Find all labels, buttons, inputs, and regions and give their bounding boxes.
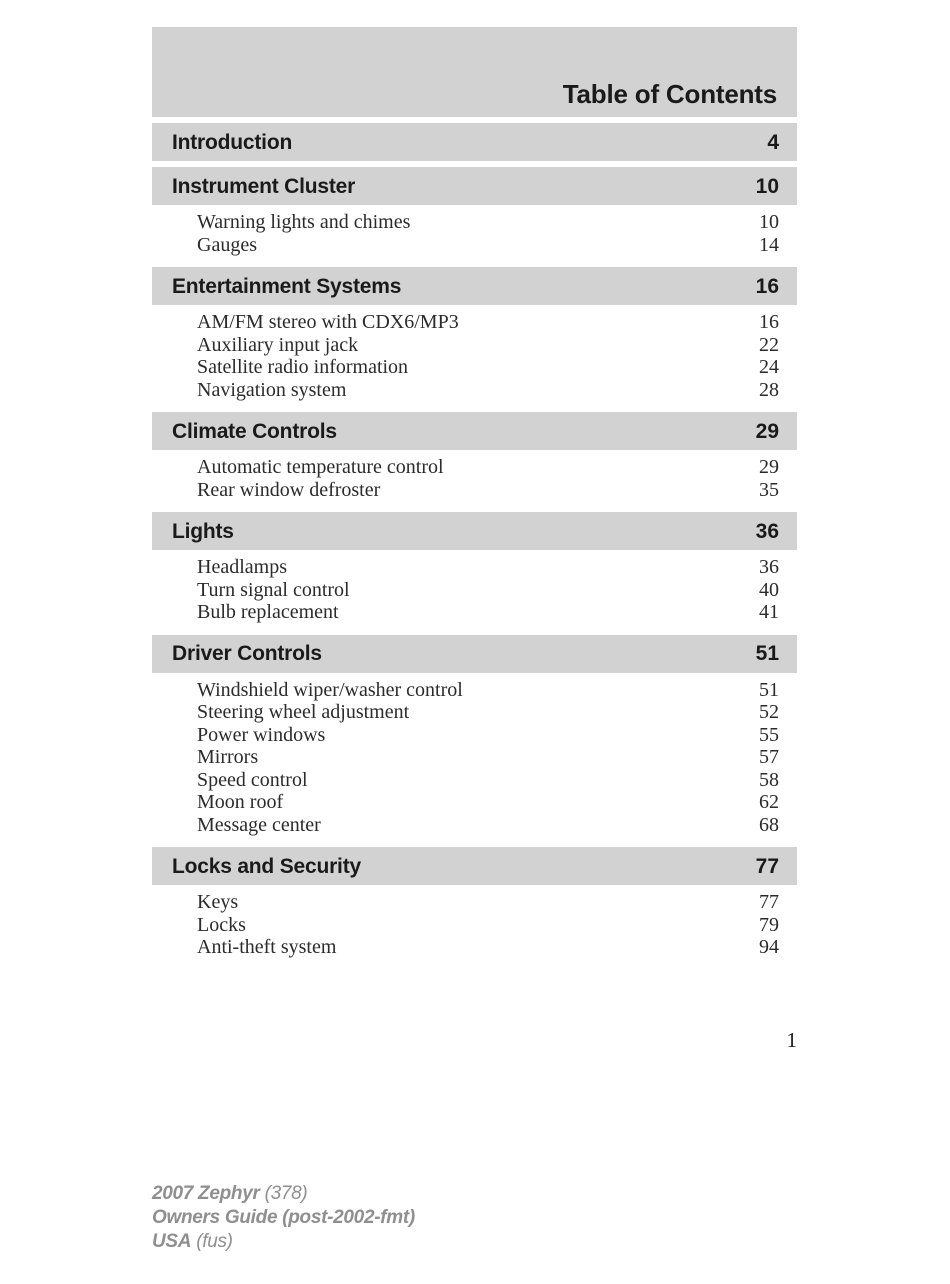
toc-subitem-label: Steering wheel adjustment <box>197 701 410 723</box>
toc-subitem-page-number: 10 <box>759 211 779 233</box>
toc-subitem[interactable] <box>152 579 797 602</box>
document-footer <box>152 1182 415 1254</box>
toc-subitem-page-number: 16 <box>759 311 779 333</box>
toc-subitem-label: Power windows <box>197 723 326 746</box>
toc-subitem-label: Headlamps <box>197 556 287 578</box>
toc-section-page-number: 36 <box>755 519 779 543</box>
toc-section-header[interactable] <box>152 847 797 885</box>
toc-section-title: Lights <box>172 519 234 543</box>
toc-subitem[interactable] <box>152 311 797 334</box>
footer-line-paren: (fus) <box>191 1231 233 1252</box>
footer-line <box>152 1206 415 1230</box>
footer-line-bold: 2007 Zephyr <box>152 1183 260 1204</box>
toc-subitem[interactable] <box>152 234 797 257</box>
toc-subitem-page-number: 29 <box>759 456 779 478</box>
toc-subitem-page-number: 35 <box>759 478 779 501</box>
toc-section-header[interactable] <box>152 167 797 205</box>
toc-subitem-page-number: 55 <box>759 723 779 746</box>
toc-subitem[interactable] <box>152 791 797 814</box>
toc-subitem[interactable] <box>152 379 797 402</box>
toc-subitem-page-number: 51 <box>759 678 779 701</box>
toc-subitem-label: Speed control <box>197 768 308 791</box>
toc-subitem-page-number: 79 <box>759 913 779 936</box>
toc-subitem-page-number: 36 <box>759 556 779 578</box>
folio-page-number: 1 <box>786 1028 797 1052</box>
toc-subitem-list <box>152 550 797 629</box>
toc-subitem-label: Bulb replacement <box>197 601 339 623</box>
toc-subitem[interactable] <box>152 556 797 579</box>
toc-subitem-label: Moon roof <box>197 791 284 813</box>
toc-section-header[interactable] <box>152 635 797 673</box>
toc-subitem-label: Windshield wiper/washer control <box>197 678 463 701</box>
toc-section-title: Entertainment Systems <box>172 274 402 298</box>
footer-line <box>152 1230 415 1254</box>
toc-subitem-label: Gauges <box>197 233 257 256</box>
toc-subitem-label: Mirrors <box>197 746 259 768</box>
toc-subitem-list <box>152 673 797 842</box>
toc-subitem[interactable] <box>152 891 797 914</box>
toc-subitem-label: Navigation system <box>197 378 347 401</box>
table-of-contents <box>152 27 797 964</box>
toc-subitem-page-number: 62 <box>759 791 779 813</box>
toc-subitem[interactable] <box>152 746 797 769</box>
toc-subitem[interactable] <box>152 334 797 357</box>
toc-subitem-label: Locks <box>197 913 246 936</box>
toc-section-header[interactable] <box>152 512 797 550</box>
toc-subitem-label: Turn signal control <box>197 578 350 601</box>
footer-line <box>152 1182 415 1206</box>
toc-subitem-list <box>152 885 797 964</box>
toc-section-page-number: 51 <box>755 642 779 665</box>
toc-subitem[interactable] <box>152 701 797 724</box>
toc-subitem[interactable] <box>152 936 797 959</box>
toc-subitem-page-number: 14 <box>759 233 779 256</box>
toc-section-title: Instrument Cluster <box>172 174 356 198</box>
toc-subitem[interactable] <box>152 479 797 502</box>
toc-subitem[interactable] <box>152 601 797 624</box>
toc-subitem-label: Anti-theft system <box>197 936 337 958</box>
toc-subitem-label: Satellite radio information <box>197 356 409 378</box>
toc-subitem-page-number: 57 <box>759 746 779 768</box>
toc-subitem-page-number: 52 <box>759 701 779 723</box>
toc-section-page-number: 29 <box>755 419 779 443</box>
toc-subitem-label: AM/FM stereo with CDX6/MP3 <box>197 311 459 333</box>
toc-subitem-label: Rear window defroster <box>197 478 381 501</box>
toc-section-header[interactable] <box>152 412 797 450</box>
toc-subitem-label: Warning lights and chimes <box>197 211 411 233</box>
toc-subitem-label: Auxiliary input jack <box>197 333 359 356</box>
toc-subitem[interactable] <box>152 356 797 379</box>
toc-subitem[interactable] <box>152 456 797 479</box>
toc-section-page-number: 77 <box>755 854 779 878</box>
toc-subitem-label: Automatic temperature control <box>197 456 444 478</box>
toc-subitem[interactable] <box>152 814 797 837</box>
toc-section-title: Driver Controls <box>172 642 322 665</box>
footer-line-paren: (378) <box>259 1183 308 1204</box>
toc-subitem[interactable] <box>152 914 797 937</box>
toc-subitem-label: Keys <box>197 891 239 913</box>
toc-subitem-page-number: 68 <box>759 813 779 836</box>
toc-sections <box>152 123 797 964</box>
toc-subitem-label: Message center <box>197 813 321 836</box>
toc-subitem-page-number: 40 <box>759 578 779 601</box>
toc-section-page-number: 16 <box>755 274 779 298</box>
footer-line-bold: Owners Guide (post-2002-fmt) <box>152 1207 415 1228</box>
toc-subitem-page-number: 22 <box>759 333 779 356</box>
toc-section-title: Introduction <box>172 130 293 154</box>
toc-subitem-page-number: 28 <box>759 378 779 401</box>
toc-section-title: Locks and Security <box>172 854 361 878</box>
toc-section-header[interactable] <box>152 123 797 161</box>
toc-subitem[interactable] <box>152 769 797 792</box>
toc-subitem-page-number: 24 <box>759 356 779 378</box>
page-title: Table of Contents <box>562 79 777 109</box>
toc-subitem-page-number: 94 <box>759 936 779 958</box>
toc-section-page-number: 10 <box>755 174 779 198</box>
toc-section-title: Climate Controls <box>172 419 337 443</box>
footer-line-bold: USA <box>152 1231 192 1252</box>
toc-subitem-page-number: 58 <box>759 768 779 791</box>
toc-subitem-list <box>152 305 797 406</box>
toc-subitem[interactable] <box>152 211 797 234</box>
toc-subitem-page-number: 77 <box>759 891 779 913</box>
toc-section-header[interactable] <box>152 267 797 305</box>
toc-section-page-number: 4 <box>767 130 779 154</box>
toc-subitem-list <box>152 205 797 261</box>
toc-subitem[interactable] <box>152 724 797 747</box>
toc-subitem[interactable] <box>152 679 797 702</box>
toc-subitem-page-number: 41 <box>759 601 779 623</box>
toc-header-band <box>152 27 797 117</box>
toc-subitem-list <box>152 450 797 506</box>
